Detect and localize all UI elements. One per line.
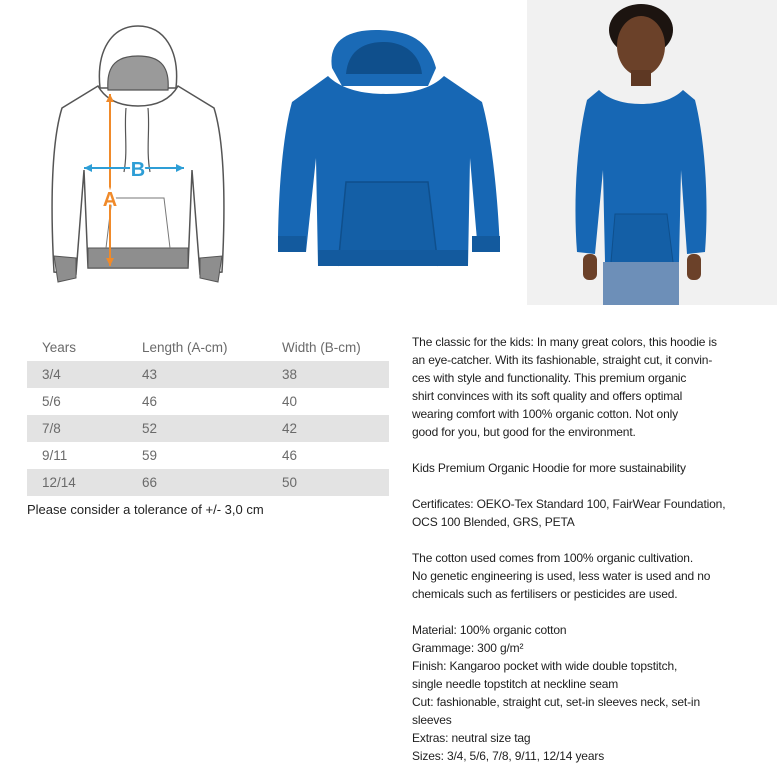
certificates-paragraph	[412, 495, 742, 531]
intro-line: ces with style and functionality. This premium organic	[412, 371, 687, 385]
waistband	[88, 248, 188, 268]
model-face	[617, 16, 665, 76]
spec-line: single needle topstitch at neckline seam	[412, 677, 619, 691]
model-jeans	[603, 262, 679, 305]
cotton-paragraph	[412, 549, 742, 603]
header-years: Years	[42, 339, 77, 355]
model-photo	[527, 0, 777, 305]
size-length: 66	[142, 469, 282, 496]
table-row	[27, 442, 389, 469]
hoodie-measurement-diagram	[40, 20, 235, 290]
spec-line: Material: 100% organic cotton	[412, 623, 567, 637]
size-width: 50	[282, 469, 389, 496]
table-row	[27, 361, 389, 388]
size-length: 59	[142, 448, 158, 463]
size-length: 46	[142, 394, 158, 409]
spec-line: Finish: Kangaroo pocket with wide double topstitch,	[412, 659, 678, 673]
spec-line: sleeves	[412, 713, 452, 727]
header-width: Width (B-cm)	[282, 339, 361, 355]
spec-line: Grammage: 300 g/m²	[412, 641, 524, 655]
table-row	[27, 469, 389, 496]
intro-line: good for you, but good for the environment.	[412, 425, 636, 439]
cotton-line: The cotton used comes from 100% organic cultivation.	[412, 551, 694, 565]
intro-line: The classic for the kids: In many great colors, this hoodie is	[412, 335, 717, 349]
model-illustration	[527, 0, 777, 305]
table-row	[27, 388, 389, 415]
header-length: Length (A-cm)	[142, 339, 228, 355]
intro-line: wearing comfort with 100% organic cotton. Not only	[412, 407, 678, 421]
size-years: 5/6	[42, 394, 61, 409]
hoodie-right-cuff	[472, 236, 500, 252]
size-width: 40	[282, 394, 298, 409]
size-years: 7/8	[27, 415, 142, 442]
model-left-hand	[583, 254, 597, 280]
spec-line: Cut: fashionable, straight cut, set-in sleeves neck, set-in	[412, 695, 700, 709]
tagline: Kids Premium Organic Hoodie for more sustainability	[412, 461, 686, 475]
hoodie-waistband	[318, 250, 468, 266]
cotton-line: No genetic engineering is used, less water is used and no	[412, 569, 711, 583]
cotton-line: chemicals such as fertilisers or pesticides are used.	[412, 587, 678, 601]
model-neck	[631, 70, 651, 86]
size-width: 46	[282, 448, 298, 463]
model-right-hand	[687, 254, 701, 280]
spec-line: Sizes: 3/4, 5/6, 7/8, 9/11, 12/14 years	[412, 749, 605, 763]
intro-line: shirt convinces with its soft quality and offers optimal	[412, 389, 683, 403]
right-cuff	[200, 256, 222, 282]
intro-paragraph	[412, 333, 742, 441]
size-table-header-row	[27, 333, 389, 361]
certificates-line: OCS 100 Blended, GRS, PETA	[412, 515, 575, 529]
size-years: 3/4	[27, 361, 142, 388]
size-table	[27, 333, 389, 496]
left-cuff	[54, 256, 76, 282]
tagline-paragraph	[412, 459, 742, 477]
size-width: 42	[282, 415, 389, 442]
size-length: 43	[142, 361, 282, 388]
measure-a-label: A	[102, 189, 118, 211]
hoodie-product-image	[272, 28, 504, 274]
model-hoodie-pocket	[611, 214, 673, 262]
size-length: 52	[142, 415, 282, 442]
hood-opening	[108, 56, 168, 90]
certificates-line: Certificates: OEKO-Tex Standard 100, FairWear Foundation,	[412, 497, 726, 511]
spec-line: Extras: neutral size tag	[412, 731, 531, 745]
size-width: 38	[282, 361, 389, 388]
size-years: 12/14	[27, 469, 142, 496]
hoodie-left-cuff	[278, 236, 306, 252]
size-years: 9/11	[42, 448, 68, 463]
table-row	[27, 415, 389, 442]
intro-line: an eye-catcher. With its fashionable, straight cut, it convin-	[412, 353, 713, 367]
specs-paragraph	[412, 621, 742, 765]
product-description	[412, 333, 742, 783]
measure-b-label: B	[130, 159, 146, 181]
tolerance-note: Please consider a tolerance of +/- 3,0 cm	[27, 502, 264, 517]
